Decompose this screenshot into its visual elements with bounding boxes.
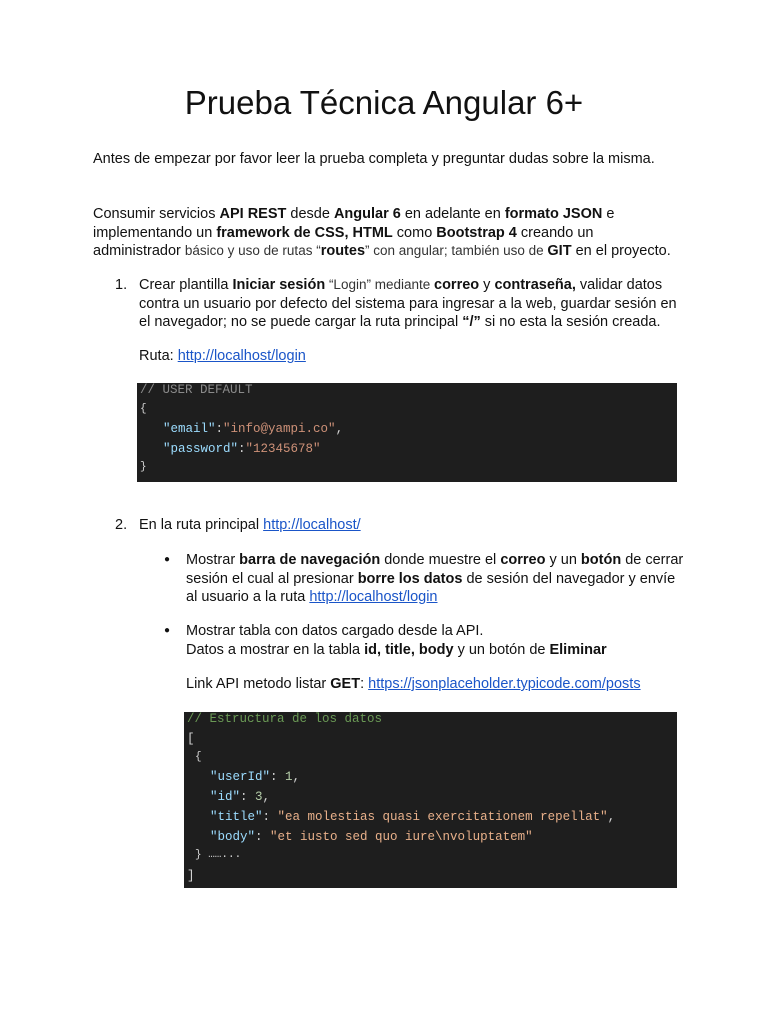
- text: :: [360, 676, 369, 692]
- bold-text: id, title, body: [364, 641, 454, 658]
- code-line: [210, 790, 270, 804]
- code-line: [163, 422, 343, 436]
- list-item-login: [139, 276, 684, 332]
- code-line: [210, 770, 300, 784]
- list-number: 2.: [115, 517, 128, 533]
- bold-text: contraseña,: [494, 277, 576, 293]
- code-string: "info@yampi.co": [223, 422, 336, 436]
- text: e implementando un: [93, 206, 615, 241]
- bold-text: GIT: [547, 243, 572, 259]
- route-line: [139, 347, 684, 366]
- list-number: 1.: [115, 277, 128, 293]
- code-brace: {: [195, 751, 202, 763]
- text: Mostrar tabla con datos cargado desde la API.: [186, 623, 484, 639]
- code-punc: ,: [262, 790, 271, 804]
- code-comment: // Estructura de los datos: [187, 712, 383, 726]
- code-brace: {: [140, 403, 147, 415]
- code-key: "userId": [210, 770, 271, 784]
- code-key: "title": [210, 810, 263, 824]
- code-punc: ,: [607, 810, 616, 824]
- code-punc: :: [215, 422, 224, 436]
- bold-text: correo: [500, 552, 546, 568]
- bold-text: barra de navegación: [239, 552, 381, 568]
- bold-text: botón: [580, 552, 622, 568]
- requirements-paragraph: [93, 205, 683, 261]
- text: Datos a mostrar en la tabla: [186, 641, 365, 658]
- text: donde muestre el: [380, 552, 501, 568]
- bold-text: Iniciar sesión: [232, 277, 326, 293]
- text: si no esta la sesión creada.: [480, 314, 661, 330]
- code-key: "id": [210, 790, 241, 804]
- code-string: "et iusto sed quo iure\nvoluptatem": [270, 830, 533, 844]
- api-link-line: [186, 675, 686, 694]
- text: desde: [286, 206, 334, 222]
- code-bracket: [: [187, 732, 195, 746]
- bold-text: API REST: [219, 206, 287, 222]
- code-block-user-default: [137, 383, 677, 482]
- code-block-data-structure: [184, 712, 677, 888]
- text: de cerrar sesión el cual al presionar: [186, 552, 684, 587]
- code-punc: :: [255, 830, 271, 844]
- code-line: [163, 442, 321, 456]
- text: y: [479, 277, 495, 293]
- bold-text: Angular 6: [333, 206, 401, 222]
- text: ” con angular; también uso de: [365, 243, 548, 258]
- code-punc: ,: [335, 422, 344, 436]
- bold-text: routes: [320, 243, 366, 259]
- code-key: "body": [210, 830, 256, 844]
- text: en el proyecto.: [571, 243, 671, 259]
- bold-text: “/”: [462, 314, 481, 330]
- main-route-link[interactable]: http://localhost/: [263, 517, 361, 533]
- route-label: Ruta:: [139, 348, 178, 364]
- code-punc: :: [270, 770, 286, 784]
- bold-text: Eliminar: [549, 641, 607, 658]
- text: En la ruta principal: [139, 517, 264, 533]
- text: “Login” mediante: [325, 277, 434, 292]
- bold-text: borre los datos: [357, 570, 463, 587]
- bullet-table: [186, 622, 686, 659]
- bold-text: Bootstrap 4: [436, 224, 517, 241]
- text: Link API metodo listar: [186, 676, 331, 692]
- bullet-dot: ●: [164, 554, 171, 565]
- bold-text: framework de CSS, HTML: [216, 224, 393, 241]
- code-string: "ea molestias quasi exercitationem repellat": [277, 810, 608, 824]
- text: Consumir servicios: [93, 206, 220, 222]
- logout-route-link[interactable]: http://localhost/login: [309, 589, 438, 605]
- list-item-main-route: [139, 516, 684, 535]
- text: y un: [545, 552, 581, 568]
- code-punc: :: [238, 442, 246, 456]
- text: creando un administrador: [93, 224, 594, 259]
- code-key: "password": [163, 442, 239, 456]
- text: de sesión del navegador y envíe al usuario a la ruta: [186, 570, 676, 605]
- text: como: [392, 224, 437, 241]
- text: en adelante en: [400, 206, 505, 222]
- code-string: "12345678": [245, 442, 321, 456]
- text: validar datos contra un usuario por defecto del sistema para ingresar a la web, guardar sesión en el navegador; no se puede cargar la ruta principal: [139, 277, 677, 330]
- code-key: "email": [163, 422, 216, 436]
- code-punc: :: [262, 810, 278, 824]
- code-brace: } ……...: [195, 849, 242, 861]
- code-number: 3: [255, 790, 263, 804]
- api-posts-link[interactable]: https://jsonplaceholder.typicode.com/posts: [368, 676, 641, 692]
- code-number: 1: [285, 770, 293, 784]
- code-comment: // USER DEFAULT: [140, 383, 253, 397]
- bold-text: formato JSON: [504, 206, 603, 222]
- bold-text: correo: [434, 277, 480, 293]
- text: Mostrar: [186, 552, 240, 568]
- page-title: Prueba Técnica Angular 6+: [184, 84, 584, 121]
- code-punc: ,: [292, 770, 301, 784]
- code-bracket: ]: [187, 869, 195, 883]
- intro-paragraph: Antes de empezar por favor leer la prueba completa y preguntar dudas sobre la misma.: [93, 151, 655, 167]
- text: y un botón de: [453, 641, 550, 658]
- code-line: [210, 830, 533, 844]
- text: básico y uso de rutas “: [184, 243, 321, 258]
- code-line: [210, 810, 615, 824]
- login-route-link[interactable]: http://localhost/login: [177, 348, 306, 364]
- code-brace: }: [140, 461, 147, 473]
- bullet-dot: ●: [164, 625, 171, 636]
- bullet-navbar: [186, 551, 686, 607]
- bold-text: GET: [330, 676, 361, 692]
- code-punc: :: [240, 790, 256, 804]
- text: Crear plantilla: [139, 277, 233, 293]
